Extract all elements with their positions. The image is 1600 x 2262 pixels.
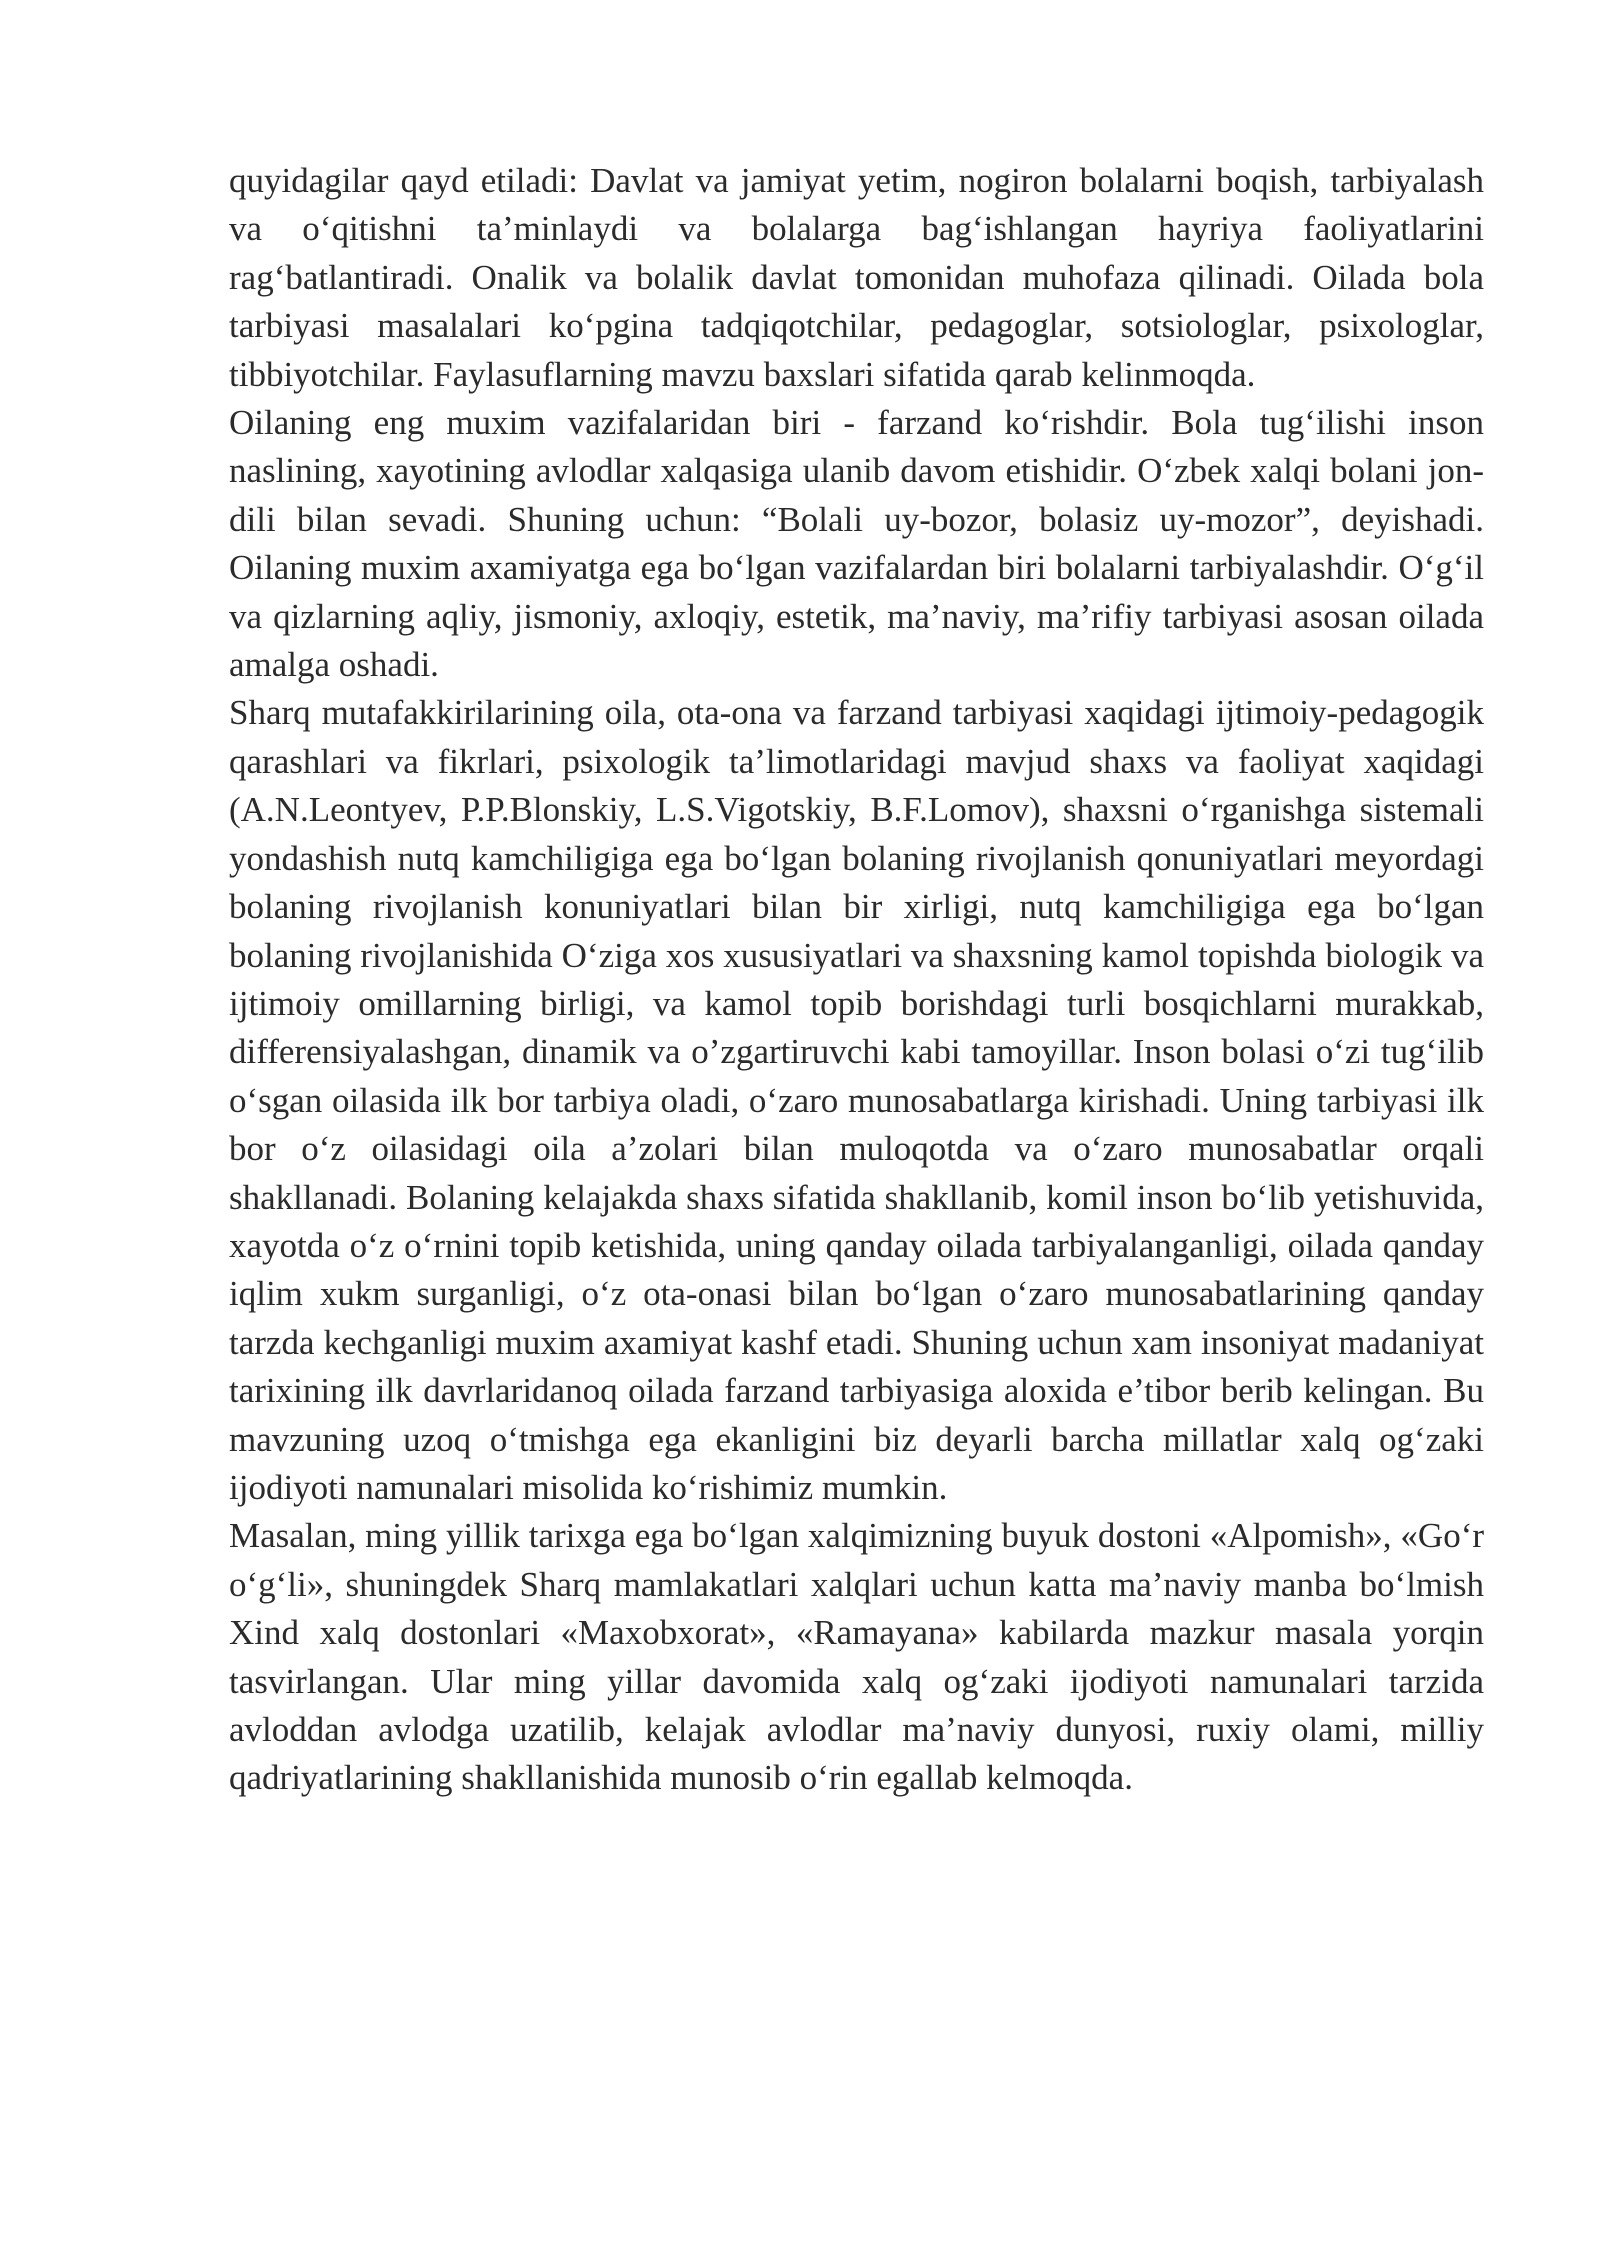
paragraph: quyidagilar qayd etiladi: Davlat va jamiyat yetim, nogiron bolalarni boqish, tarbiyalash va o‘qitishni ta’minlaydi va bolalarga bag‘ishlangan hayriya faoliyatlarini rag‘batlantiradi. Onalik va bolalik davlat tomonidan muhofaza qilinadi. Oilada bola tarbiyasi masalalari ko‘pgina tadqiqotchilar, pedagoglar, sotsiologlar, psixologlar, tibbiyotchilar. Faylasuflarning mavzu baxslari sifatida qarab kelinmoqda. xyxy=(229,161,1484,394)
document-body xyxy=(229,157,1484,1803)
paragraph: Masalan, ming yillik tarixga ega bo‘lgan xalqimizning buyuk dostoni «Alpomish», «Go‘r o‘g‘li», shuningdek Sharq mamlakatlari xalqlari uchun katta ma’naviy manba bo‘lmish Xind xalq dostonlari «Maxobxorat», «Ramayana» kabilarda mazkur masala yorqin tasvirlangan. Ular ming yillar davomida xalq og‘zaki ijodiyoti namunalari tarzida avloddan avlodga uzatilib, kelajak avlodlar ma’naviy dunyosi, ruxiy olami, milliy qadriyatlarining shakllanishida munosib o‘rin egallab kelmoqda. xyxy=(229,1516,1484,1798)
paragraph: Sharq mutafakkirilarining oila, ota-ona va farzand tarbiyasi xaqidagi ijtimoiy-pedagogik qarashlari va fikrlari, psixologik ta’limotlaridagi mavjud shaxs va faoliyat xaqidagi (A.N.Leontyev, P.P.Blonskiy, L.S.Vigotskiy, B.F.Lomov), shaxsni o‘rganishga sistemali yondashish nutq kamchiligiga ega bo‘lgan bolaning rivojlanish qonuniyatlari meyordagi bolaning rivojlanish konuniyatlari bilan bir xirligi, nutq kamchiligiga ega bo‘lgan bolaning rivojlanishida O‘ziga xos xususiyatlari va shaxsning kamol topishda biologik va ijtimoiy omillarning birligi, va kamol topib borishdagi turli bosqichlarni murakkab, differensiyalashgan, dinamik va o’zgartiruvchi kabi tamoyillar. Inson bolasi o‘zi tug‘ilib o‘sgan oilasida ilk bor tarbiya oladi, o‘zaro munosabatlarga kirishadi. Uning tarbiyasi ilk bor o‘z oilasidagi oila a’zolari bilan muloqotda va o‘zaro munosabatlar orqali shakllanadi. Bolaning kelajakda shaxs sifatida shakllanib, komil inson bo‘lib yetishuvida, xayotda o‘z o‘rnini topib ketishida, uning qanday oilada tarbiyalanganligi, oilada qanday iqlim xukm surganligi, o‘z ota-onasi bilan bo‘lgan o‘zaro munosabatlarining qanday tarzda kechganligi muxim axamiyat kashf etadi. Shuning uchun xam insoniyat madaniyat tarixining ilk davrlaridanoq oilada farzand tarbiyasiga aloxida e’tibor berib kelingan. Bu mavzuning uzoq o‘tmishga ega ekanligini biz deyarli barcha millatlar xalq og‘zaki ijodiyoti namunalari misolida ko‘rishimiz mumkin. xyxy=(229,693,1484,1507)
paragraph: Oilaning eng muxim vazifalaridan biri - farzand ko‘rishdir. Bola tug‘ilishi inson naslining, xayotining avlodlar xalqasiga ulanib davom etishidir. O‘zbek xalqi bolani jon-dili bilan sevadi. Shuning uchun: “Bolali uy-bozor, bolasiz uy-mozor”, deyishadi. Oilaning muxim axamiyatga ega bo‘lgan vazifalardan biri bolalarni tarbiyalashdir. O‘g‘il va qizlarning aqliy, jismoniy, axloqiy, estetik, ma’naviy, ma’rifiy tarbiyasi asosan oilada amalga oshadi. xyxy=(229,403,1484,685)
